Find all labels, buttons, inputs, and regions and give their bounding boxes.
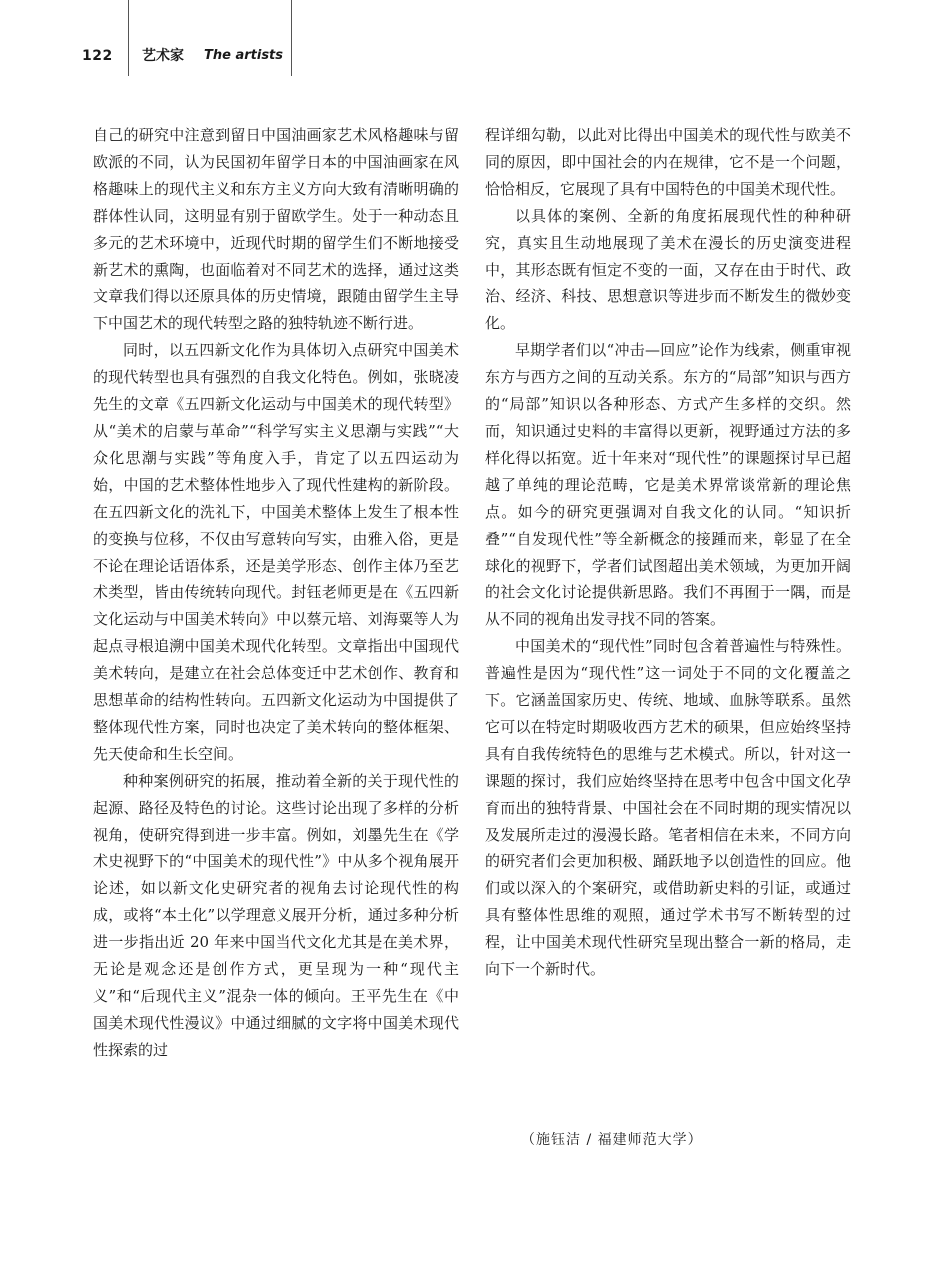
page-number: 122 bbox=[82, 48, 113, 64]
header-divider-right bbox=[291, 0, 292, 76]
paragraph: 以具体的案例、全新的角度拓展现代性的种种研究，真实且生动地展现了美术在漫长的历史演变进程中，其形态既有恒定不变的一面，又存在由于时代、政治、经济、科技、思想意识等进步而不断发生的微妙变化。 bbox=[485, 206, 851, 333]
magazine-title-cn: 艺术家 bbox=[142, 48, 184, 64]
magazine-title-en: The artists bbox=[204, 48, 284, 63]
left-column bbox=[93, 122, 459, 1064]
paragraph: 中国美术的“现代性”同时包含着普遍性与特殊性。普遍性是因为“现代性”这一词处于不同的文化覆盖之下。它涵盖国家历史、传统、地域、血脉等联系。虽然它可以在特定时期吸收西方艺术的硕果，但应始终坚持具有自我传统特色的思维与艺术模式。所以，针对这一课题的探讨，我们应始终坚持在思考中包含中国文化孕育而出的独特背景、中国社会在不同时期的现实情况以及发展所走过的漫漫长路。笔者相信在未来，不同方向的研究者们会更加积极、踊跃地予以创造性的回应。他们或以深入的个案研究，或借助新史料的引证，或通过具有整体性思维的观照，通过学术书写不断转型的过程，让中国美术现代性研究呈现出整合一新的格局，走向下一个新时代。 bbox=[485, 637, 851, 979]
paragraph: 自己的研究中注意到留日中国油画家艺术风格趣味与留欧派的不同，认为民国初年留学日本的中国油画家在风格趣味上的现代主义和东方主义方向大致有清晰明确的群体性认同，这明显有别于留欧学生。处于一种动态且多元的艺术环境中，近现代时期的留学生们不断地接受新艺术的熏陶，也面临着对不同艺术的选择，通过这类文章我们得以还原具体的历史情境，跟随由留学生主导下中国艺术的现代转型之路的独特轨迹不断行进。 bbox=[93, 126, 459, 333]
paragraph: 程详细勾勒，以此对比得出中国美术的现代性与欧美不同的原因，即中国社会的内在规律，它不是一个问题，恰恰相反，它展现了具有中国特色的中国美术现代性。 bbox=[485, 126, 851, 198]
running-header bbox=[82, 44, 284, 68]
author-signature: （施钰洁 / 福建师范大学） bbox=[521, 1132, 703, 1148]
right-column bbox=[485, 122, 851, 983]
paragraph: 同时，以五四新文化作为具体切入点研究中国美术的现代转型也具有强烈的自我文化特色。例如，张晓凌先生的文章《五四新文化运动与中国美术的现代转型》从“美术的启蒙与革命”“科学写实主义思潮与实践”“大众化思潮与实践”等角度入手，肯定了以五四运动为始，中国的艺术整体性地步入了现代性建构的新阶段。在五四新文化的洗礼下，中国美术整体上发生了根本性的变换与位移，不仅由写意转向写实，由雅入俗，更是不论在理论话语体系，还是美学形态、创作主体乃至艺术类型，皆由传统转向现代。封钰老师更是在《五四新文化运动与中国美术转向》中以蔡元培、刘海粟等人为起点寻根追溯中国美术现代化转型。文章指出中国现代美术转向，是建立在社会总体变迁中艺术创作、教育和思想革命的结构性转向。五四新文化运动为中国提供了整体现代性方案，同时也决定了美术转向的整体框架、先天使命和生长空间。 bbox=[93, 341, 459, 763]
header-divider-left bbox=[128, 0, 129, 76]
paragraph: 早期学者们以“冲击—回应”论作为线索，侧重审视东方与西方之间的互动关系。东方的“局部”知识与西方的“局部”知识以各种形态、方式产生多样的交织。然而，知识通过史料的丰富得以更新，视野通过方法的多样化得以拓宽。近十年来对“现代性”的课题探讨早已超越了单纯的理论范畴，它是美术界常谈常新的理论焦点。如今的研究更强调对自我文化的认同。“知识折叠”“自发现代性”等全新概念的接踵而来，彰显了在全球化的视野下，学者们试图超出美术领域，为更加开阔的社会文化讨论提供新思路。我们不再囿于一隅，而是从不同的视角出发寻找不同的答案。 bbox=[485, 341, 851, 629]
paragraph: 种种案例研究的拓展，推动着全新的关于现代性的起源、路径及特色的讨论。这些讨论出现了多样的分析视角，使研究得到进一步丰富。例如，刘墨先生在《学术史视野下的“中国美术的现代性”》中从多个视角展开论述，如以新文化史研究者的视角去讨论现代性的构成，或将“本土化”以学理意义展开分析，通过多种分析进一步指出近 20 年来中国当代文化尤其是在美术界，无论是观念还是创作方式，更呈现为一种“现代主义”和“后现代主义”混杂一体的倾向。王平先生在《中国美术现代性漫议》中通过细腻的文字将中国美术现代性探索的过 bbox=[93, 771, 459, 1059]
